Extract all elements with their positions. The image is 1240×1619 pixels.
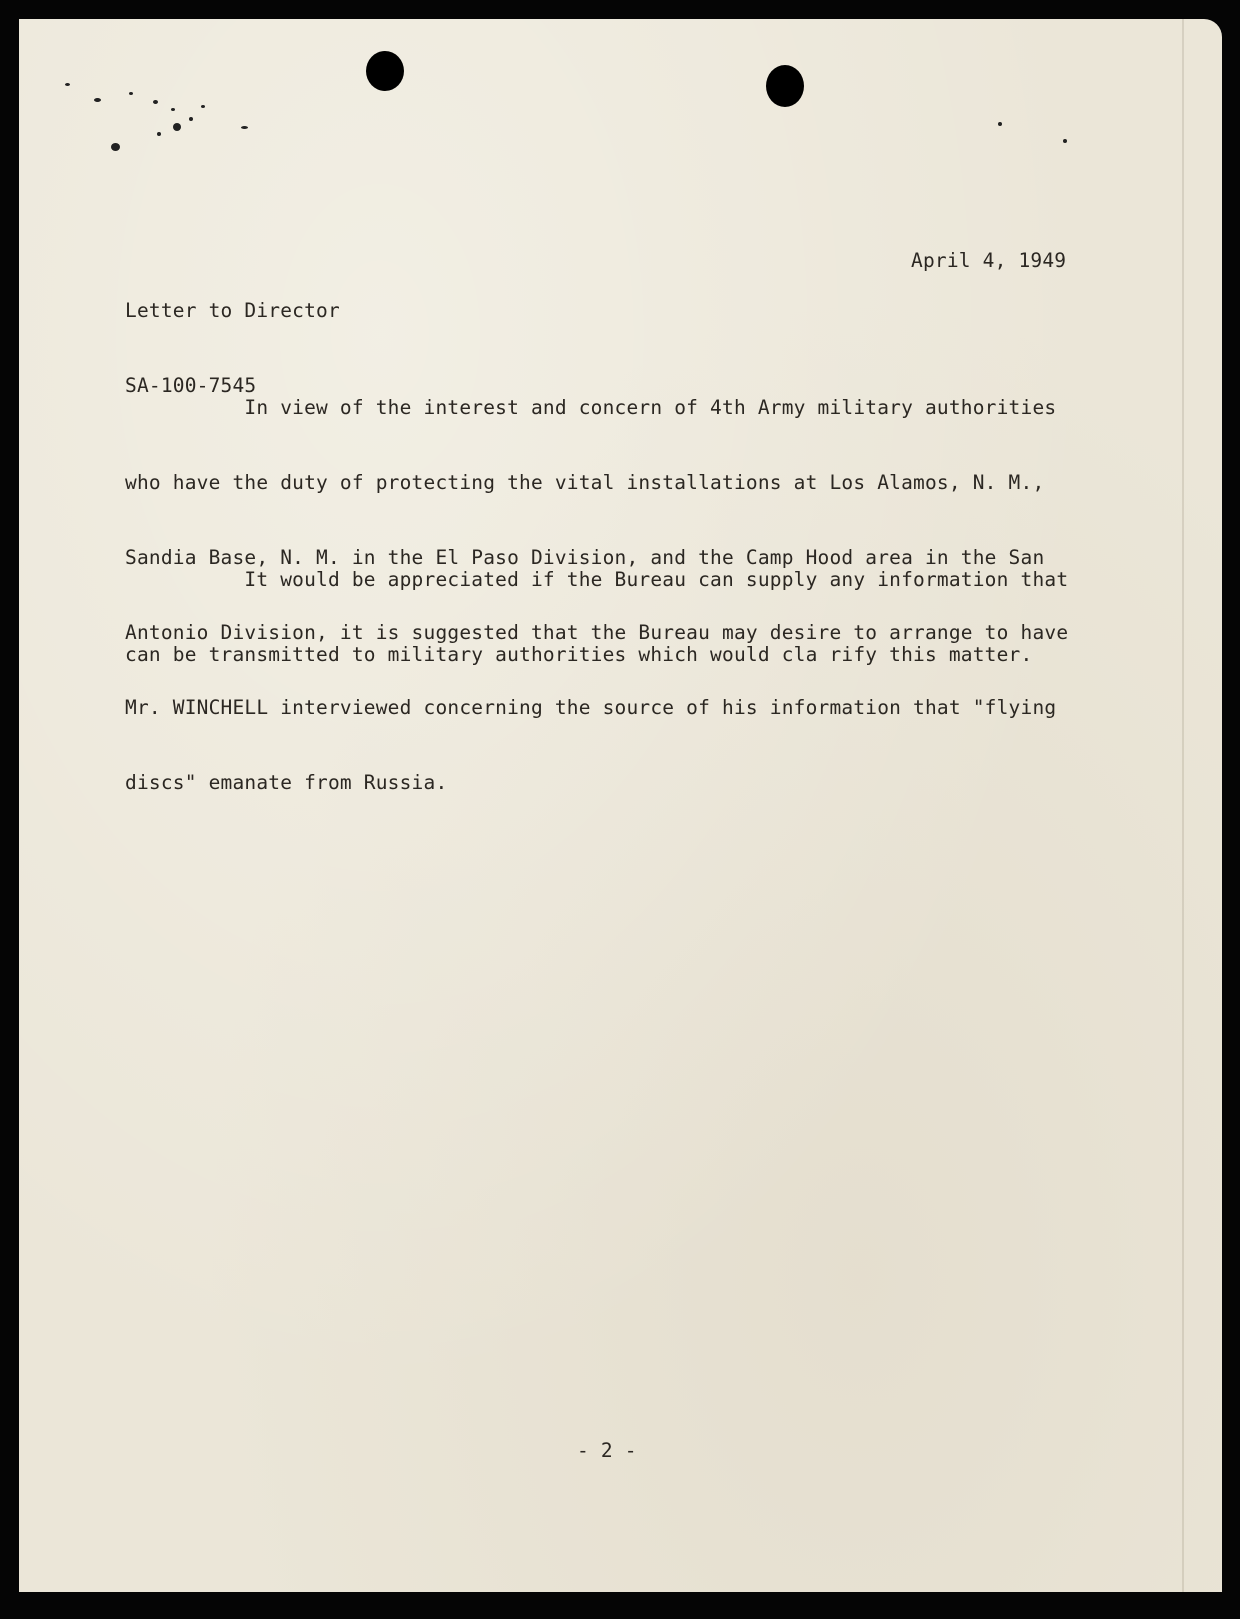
text-line: In view of the interest and concern of 4th Army military authorities <box>125 396 1057 419</box>
text-line: Sandia Base, N. M. in the El Paso Division, and the Camp Hood area in the San <box>125 546 1045 569</box>
page-fold-shadow <box>1182 19 1184 1592</box>
paper-speck <box>153 100 158 104</box>
paper-speck <box>998 122 1002 126</box>
body-paragraph-2 <box>125 517 1068 717</box>
document-page <box>19 19 1222 1592</box>
text-line: who have the duty of protecting the vital installations at Los Alamos, N. M., <box>125 471 1045 494</box>
paper-speck <box>129 92 133 95</box>
text-line: discs" emanate from Russia. <box>125 771 448 794</box>
punch-hole-right <box>766 65 804 107</box>
paper-speck <box>94 98 101 102</box>
paper-speck <box>157 132 161 136</box>
text-line: Mr. WINCHELL interviewed concerning the source of his information that "flying <box>125 696 1057 719</box>
paper-speck <box>189 117 193 121</box>
paper-speck <box>241 126 248 129</box>
page-number: - 2 - <box>577 1439 637 1462</box>
text-line: It would be appreciated if the Bureau can supply any information that <box>125 568 1069 591</box>
file-number: SA-100-7545 <box>125 374 257 397</box>
paper-speck <box>65 83 70 86</box>
paper-speck <box>111 143 120 151</box>
letter-date: April 4, 1949 <box>911 249 1067 272</box>
paper-speck <box>173 123 181 131</box>
punch-hole-left <box>366 51 404 91</box>
text-line: Antonio Division, it is suggested that the Bureau may desire to arrange to have <box>125 621 1069 644</box>
paper-speck <box>171 108 175 111</box>
paper-speck <box>1063 139 1067 143</box>
text-line: can be transmitted to military authorities which would cla rify this matter. <box>125 643 1033 666</box>
paper-speck <box>201 105 205 108</box>
recipient-line: Letter to Director <box>125 299 340 322</box>
